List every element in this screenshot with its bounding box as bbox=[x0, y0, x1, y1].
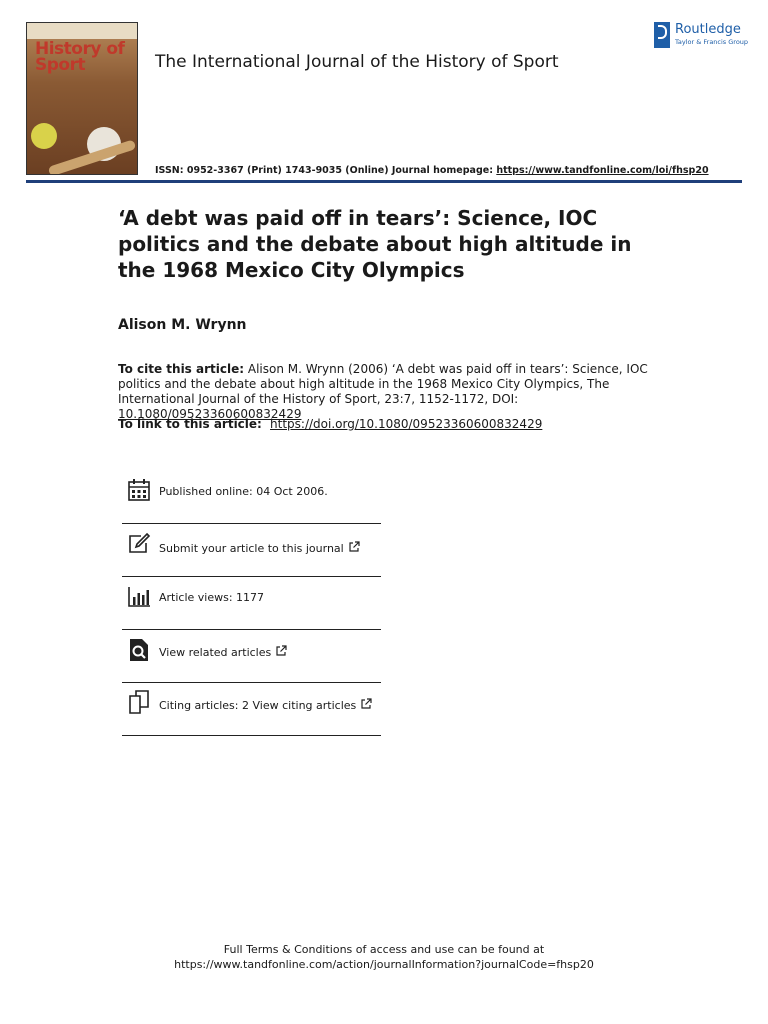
external-link-icon bbox=[275, 645, 287, 657]
divider bbox=[122, 682, 381, 683]
terms-footer bbox=[0, 942, 768, 972]
related-articles-label: View related articles bbox=[159, 646, 272, 659]
submit-article-label: Submit your article to this journal bbox=[159, 542, 344, 555]
terms-url[interactable]: https://www.tandfonline.com/action/journalInformation?journalCode=fhsp20 bbox=[174, 958, 594, 971]
related-articles-link[interactable] bbox=[159, 645, 287, 659]
bar-chart-icon bbox=[127, 585, 151, 609]
article-author: Alison M. Wrynn bbox=[118, 317, 247, 333]
routledge-r-icon bbox=[654, 22, 670, 48]
citation-block bbox=[118, 362, 658, 422]
issn-text: ISSN: 0952-3367 (Print) 1743-9035 (Online) Journal homepage: bbox=[155, 165, 497, 176]
citing-documents-icon bbox=[127, 690, 151, 714]
article-link[interactable]: https://doi.org/10.1080/09523360600832429 bbox=[270, 417, 543, 431]
divider bbox=[122, 576, 381, 577]
published-date: Published online: 04 Oct 2006. bbox=[159, 485, 328, 498]
submit-row[interactable] bbox=[122, 532, 381, 585]
cover-title: History of Sport bbox=[35, 39, 125, 75]
cite-label: To cite this article: bbox=[118, 362, 245, 376]
publisher-subtitle: Taylor & Francis Group bbox=[675, 38, 749, 46]
issn-line bbox=[155, 165, 709, 176]
journal-title: The International Journal of the History of Sport bbox=[155, 52, 559, 72]
article-title: ‘A debt was paid off in tears’: Science, IOC politics and the debate about high altitude in the 1968 Mexico City Olympics bbox=[118, 206, 632, 282]
citing-articles-label: Citing articles: 2 View citing articles bbox=[159, 699, 357, 712]
divider bbox=[122, 629, 381, 630]
edit-pencil-icon bbox=[127, 532, 151, 556]
external-link-icon bbox=[348, 541, 360, 553]
journal-cover-image bbox=[26, 22, 138, 175]
cover-header-strip bbox=[27, 23, 137, 39]
publisher-name: Routledge bbox=[675, 22, 741, 37]
related-row[interactable] bbox=[122, 638, 381, 691]
divider bbox=[122, 735, 381, 736]
calendar-icon bbox=[127, 478, 151, 502]
external-link-icon bbox=[360, 698, 372, 710]
citing-articles-link[interactable] bbox=[159, 698, 372, 712]
document-search-icon bbox=[127, 638, 151, 662]
cite-text: Alison M. Wrynn (2006) ‘A debt was paid off in tears’: Science, IOC politics and the debate about high altitude in the 1968 Mexico City Olympics, The International Journal of the History of Sport, 23:7, 1152-1172, DOI: bbox=[118, 362, 648, 406]
divider bbox=[122, 523, 381, 524]
doi-link[interactable]: 10.1080/09523360600832429 bbox=[118, 407, 302, 421]
header-divider bbox=[26, 180, 742, 183]
journal-homepage-link[interactable]: https://www.tandfonline.com/loi/fhsp20 bbox=[496, 165, 709, 176]
views-row bbox=[122, 585, 381, 638]
terms-text: Full Terms & Conditions of access and use can be found at bbox=[223, 943, 545, 956]
cover-tennis-ball bbox=[31, 123, 57, 149]
article-views: Article views: 1177 bbox=[159, 591, 265, 604]
link-block bbox=[118, 417, 542, 431]
link-label: To link to this article: bbox=[118, 417, 267, 431]
publisher-logo bbox=[654, 22, 749, 48]
submit-article-link[interactable] bbox=[159, 541, 360, 555]
